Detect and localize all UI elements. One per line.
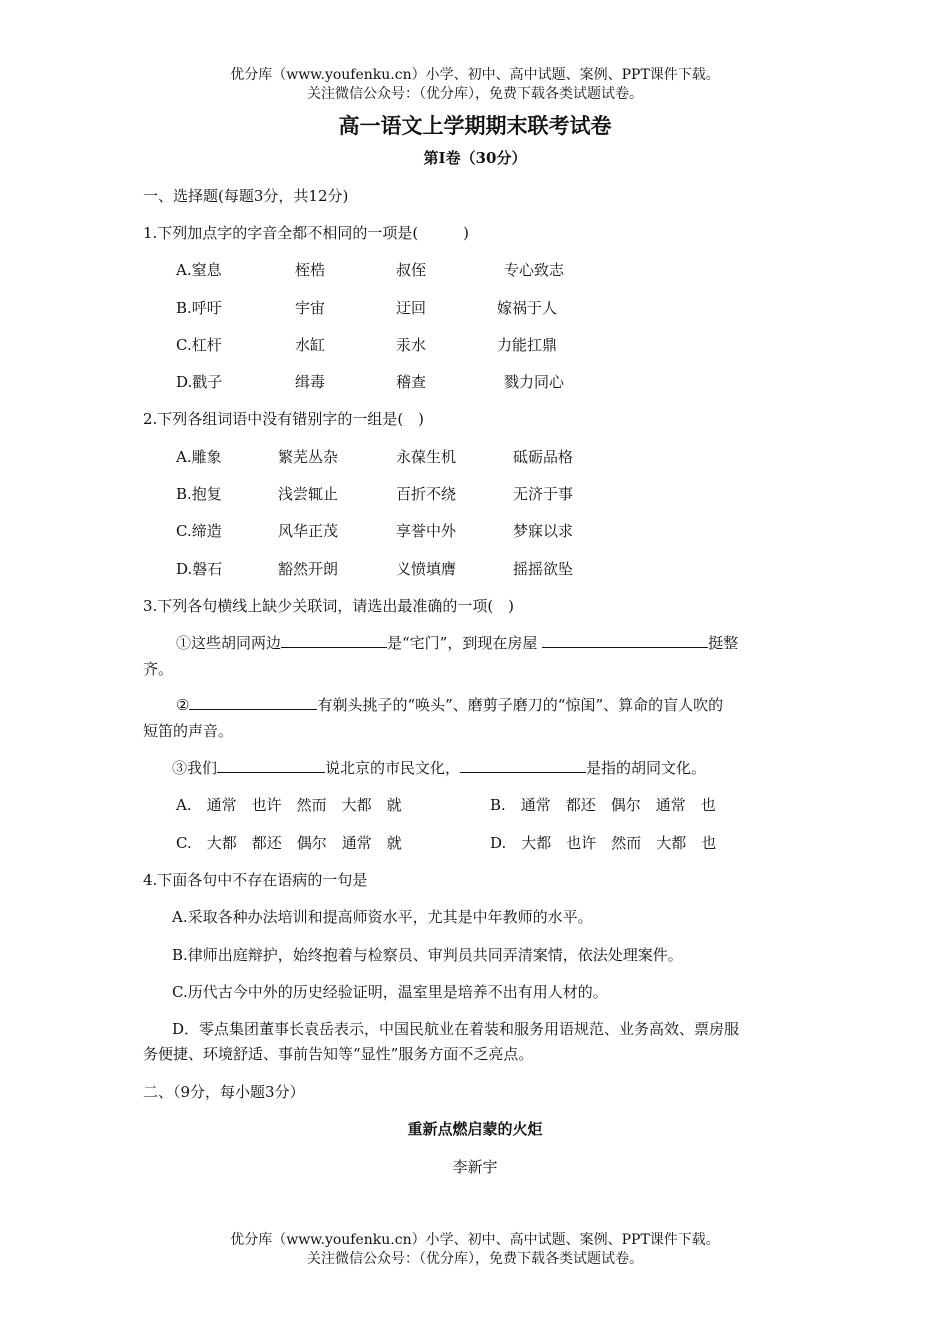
q1-a-4: 专心致志 [504,261,565,279]
q2-b-2: 浅尝辄止 [278,485,339,503]
q1-d-4: 戮力同心 [504,373,565,391]
q2-b-3: 百折不绕 [396,485,457,503]
section-2-heading: 二、（9分，每小题3分） [143,1083,305,1101]
q4-option-a: A.采取各种办法培训和提高师资水平，尤其是中年教师的水平。 [172,908,593,926]
q2-d-2: 豁然开朗 [278,560,339,578]
q4-option-d-line2: 务便捷、环境舒适、事前告知等“显性”服务方面不乏亮点。 [143,1045,534,1063]
q2-c-2: 风华正茂 [278,522,339,540]
q1-a-2: 桎梏 [295,261,326,279]
q3-option-c: C. 大都 都还 偶尔 通常 就 [176,834,402,852]
volume-heading: 第Ⅰ卷（30分） [423,149,527,167]
q2-c-3: 享誉中外 [396,522,457,540]
q1-b-1: B.呼吁 [176,299,222,317]
answer-blank[interactable] [281,633,387,648]
q4-option-b: B.律师出庭辩护，始终抱着与检察员、审判员共同弄清案情，依法处理案件。 [172,946,683,964]
article-title: 重新点燃启蒙的火炬 [407,1120,543,1138]
q3-option-a: A. 通常 也许 然而 大都 就 [176,796,402,814]
q3-s3-part-b: 说北京的市民文化， [325,759,461,777]
q3-option-b: B. 通常 都还 偶尔 通常 也 [490,796,716,814]
q3-s2-part-b: 有剃头挑子的“唤头”、磨剪子磨刀的“惊闺”、算命的盲人吹的 [317,696,724,714]
q1-c-2: 水缸 [295,336,326,354]
q3-sentence-1 [176,632,738,653]
page-title: 高一语文上学期期末联考试卷 [338,113,612,138]
q3-s3-part-a: ③我们 [172,759,218,777]
q1-d-1: D.戳子 [176,373,223,391]
q2-d-1: D.磐石 [176,560,223,578]
q1-b-3: 迂回 [396,299,427,317]
q2-c-4: 梦寐以求 [513,522,574,540]
q2-c-1: C.缔造 [176,522,222,540]
q2-a-4: 砥砺品格 [513,448,574,466]
answer-blank[interactable] [542,633,708,648]
q2-b-4: 无济于事 [513,485,574,503]
q3-s2-continued: 短笛的声音。 [143,722,234,740]
q2-b-1: B.抱复 [176,485,222,503]
header-line-2: 关注微信公众号：（优分库），免费下载各类试题试卷。 [307,86,643,102]
article-author: 李新宇 [452,1158,498,1176]
q1-stem: 1.下列加点字的字音全都不相同的一项是( ) [143,224,470,242]
q3-sentence-3 [172,757,706,778]
q1-d-3: 稽查 [396,373,427,391]
q3-s1-part-c: 挺整 [708,634,739,652]
q4-option-c: C.历代古今中外的历史经验证明，温室里是培养不出有用人材的。 [172,983,608,1001]
q2-d-4: 摇摇欲坠 [513,560,574,578]
footer-line-1: 优分库（www.youfenku.cn）小学、初中、高中试题、案例、PPT课件下载。 [230,1232,720,1248]
footer-line-2: 关注微信公众号：（优分库），免费下载各类试题试卷。 [307,1251,643,1267]
q1-c-3: 汞水 [396,336,427,354]
q3-s1-part-b: 是“宅门”，到现在房屋 [387,634,538,652]
q3-s3-part-c: 是指的胡同文化。 [586,759,707,777]
header-line-1: 优分库（www.youfenku.cn）小学、初中、高中试题、案例、PPT课件下载。 [230,67,720,83]
q3-sentence-2 [176,694,723,715]
q2-a-3: 永葆生机 [396,448,457,466]
q4-option-d-line1: D．零点集团董事长袁岳表示，中国民航业在着装和服务用语规范、业务高效、票房服 [172,1020,740,1038]
q1-a-3: 叔侄 [396,261,427,279]
q2-stem: 2.下列各组词语中没有错别字的一组是( ) [143,410,425,428]
q1-a-1: A.窒息 [176,261,222,279]
q3-s2-part-a: ② [176,696,190,714]
q1-c-4: 力能扛鼎 [497,336,558,354]
q1-d-2: 缉毒 [295,373,326,391]
q3-option-d: D. 大都 也许 然而 大都 也 [490,834,717,852]
q1-c-1: C.杠杆 [176,336,222,354]
q1-b-4: 嫁祸于人 [497,299,558,317]
answer-blank[interactable] [189,695,317,710]
q1-b-2: 宇宙 [295,299,326,317]
q4-stem: 4.下面各句中不存在语病的一句是 [143,871,368,889]
q3-s1-continued: 齐。 [143,660,174,678]
answer-blank[interactable] [460,758,586,773]
answer-blank[interactable] [217,758,325,773]
q2-a-2: 繁芜丛杂 [278,448,339,466]
q3-stem: 3.下列各句横线上缺少关联词，请选出最准确的一项( ) [143,597,515,615]
q3-s1-part-a: ①这些胡同两边 [176,634,282,652]
section-1-heading: 一、选择题(每题3分，共12分) [143,187,349,205]
q2-a-1: A.雕象 [176,448,222,466]
q2-d-3: 义愤填膺 [396,560,457,578]
